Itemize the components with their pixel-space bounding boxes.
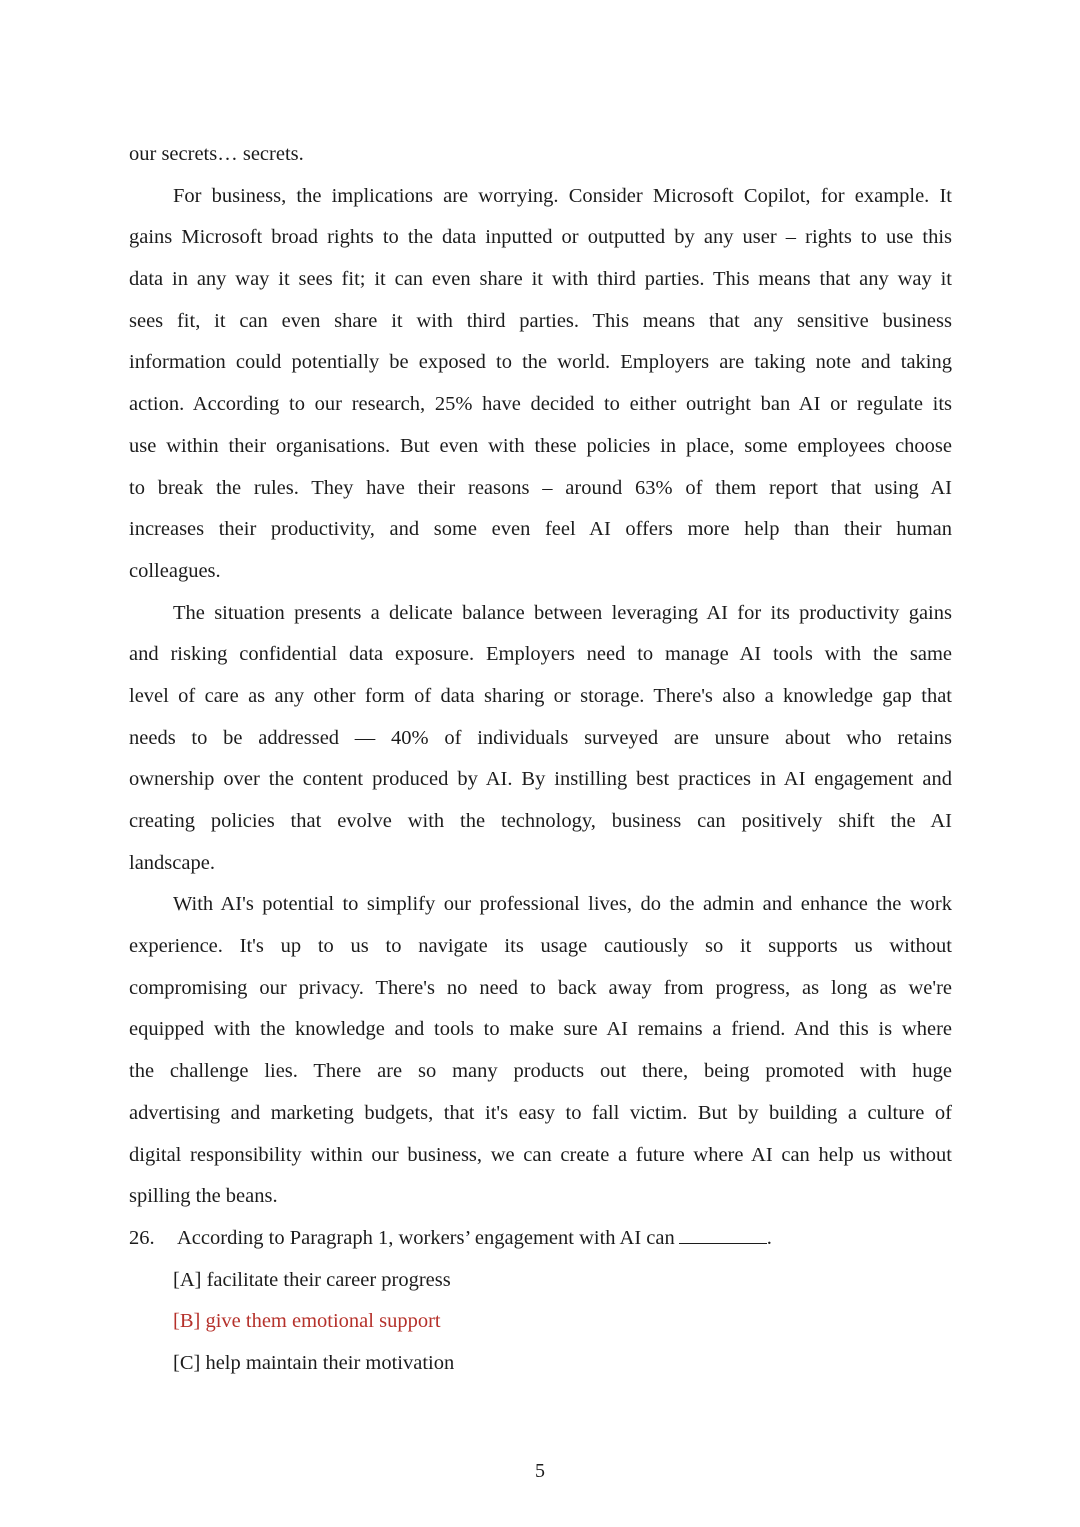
answer-options xyxy=(129,1260,952,1385)
passage-line: to break the rules. They have their reasons – around 63% of them report that using AI xyxy=(129,476,952,499)
question-stem xyxy=(129,1218,952,1260)
passage-line: sees fit, it can even share it with third parties. This means that any sensitive business xyxy=(129,309,952,332)
passage-line: ownership over the content produced by AI. By instilling best practices in AI engagement and xyxy=(129,768,952,791)
passage-line: information could potentially be exposed to the world. Employers are taking note and taking xyxy=(129,351,952,374)
passage-line: The situation presents a delicate balance between leveraging AI for its productivity gains xyxy=(173,601,952,624)
passage-line: increases their productivity, and some even feel AI offers more help than their human xyxy=(129,518,952,541)
passage-line: level of care as any other form of data sharing or storage. There's also a knowledge gap that xyxy=(129,684,952,707)
answer-option[interactable]: [A] facilitate their career progress xyxy=(173,1268,451,1291)
passage-line: digital responsibility within our business, we can create a future where AI can help us without xyxy=(129,1143,952,1166)
passage-line: the challenge lies. There are so many products out there, being promoted with huge xyxy=(129,1060,952,1083)
passage-line: and risking confidential data exposure. Employers need to manage AI tools with the same xyxy=(129,643,952,666)
passage-line: colleagues. xyxy=(129,559,221,582)
passage-line: creating policies that evolve with the technology, business can positively shift the AI xyxy=(129,810,952,832)
passage-line: action. According to our research, 25% have decided to either outright ban AI or regulate its xyxy=(129,393,952,416)
answer-option[interactable]: [C] help maintain their motivation xyxy=(173,1351,455,1374)
passage-line: landscape. xyxy=(129,851,215,874)
question-stem-text: According to Paragraph 1, workers’ engagement with AI can xyxy=(177,1226,675,1249)
passage-line: needs to be addressed — 40% of individuals surveyed are unsure about who retains xyxy=(129,726,952,749)
passage-line: use within their organisations. But even with these policies in place, some employees choose xyxy=(129,434,952,457)
passage xyxy=(129,134,952,1218)
question-stem-end: . xyxy=(766,1226,772,1249)
question-number: 26. xyxy=(129,1226,155,1249)
passage-line: compromising our privacy. There's no need to back away from progress, as long as we're xyxy=(129,976,952,999)
passage-line: gains Microsoft broad rights to the data inputted or outputted by any user – rights to use this xyxy=(129,226,952,249)
passage-line: advertising and marketing budgets, that it's easy to fall victim. But by building a culture of xyxy=(129,1101,952,1124)
document-page xyxy=(129,134,952,1385)
passage-line: our secrets… secrets. xyxy=(129,143,304,165)
passage-line: experience. It's up to us to navigate its usage cautiously so it supports us without xyxy=(129,935,952,958)
passage-line: data in any way it sees fit; it can even share it with third parties. This means that any way it xyxy=(129,268,952,291)
answer-option-selected[interactable]: [B] give them emotional support xyxy=(173,1310,441,1333)
passage-line: spilling the beans. xyxy=(129,1185,278,1208)
passage-line: With AI's potential to simplify our professional lives, do the admin and enhance the work xyxy=(173,893,952,916)
page-number: 5 xyxy=(535,1460,545,1482)
passage-line: For business, the implications are worrying. Consider Microsoft Copilot, for example. It xyxy=(173,184,952,207)
answer-blank xyxy=(679,1227,767,1244)
passage-line: equipped with the knowledge and tools to make sure AI remains a friend. And this is where xyxy=(129,1018,952,1041)
